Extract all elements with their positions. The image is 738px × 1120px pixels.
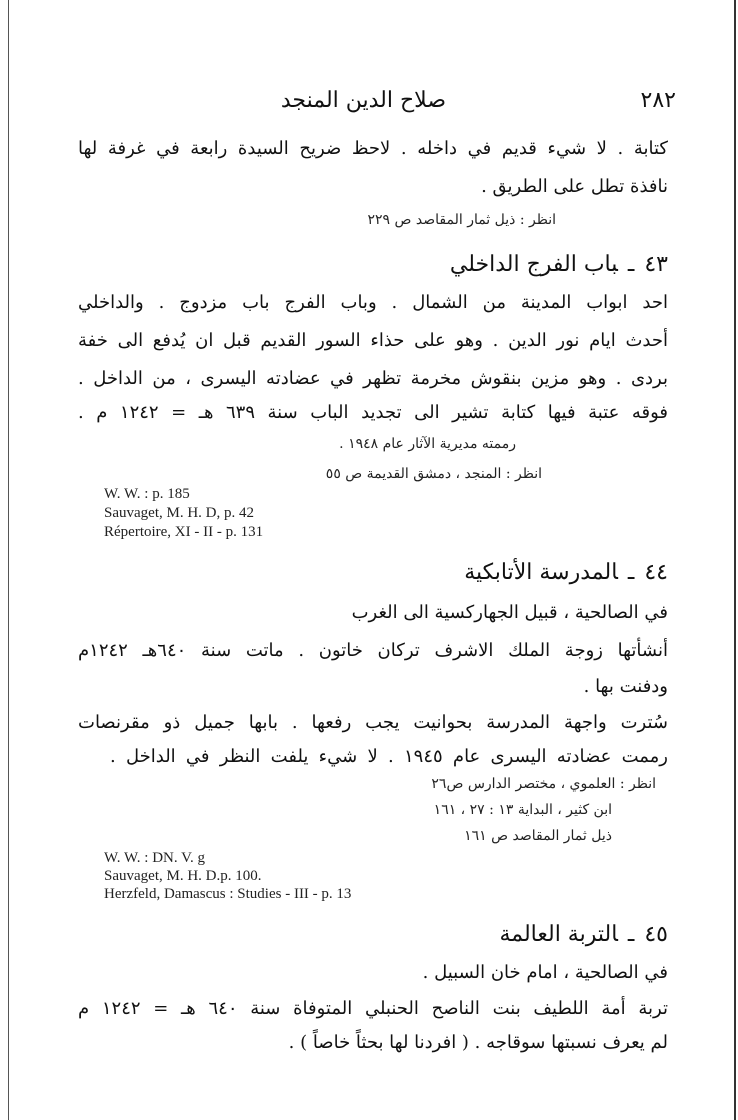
section-number: ٤٤	[644, 560, 668, 585]
intro-line-2: نافذة تطل على الطريق .	[481, 176, 668, 197]
page-number: ٢٨٢	[640, 88, 676, 113]
section-44-ref-3: Herzfeld, Damascus : Studies - III - p. 13	[104, 886, 352, 902]
page-edge-left	[8, 0, 9, 1120]
section-44-line-4: سُترت واجهة المدرسة بحوانيت يجب رفعها . بابها جميل ذو مقرنصات	[78, 712, 668, 733]
section-43-ref-3: Répertoire, XI - II - p. 131	[104, 524, 264, 540]
section-heading-44	[464, 560, 668, 585]
section-heading-43	[450, 252, 668, 277]
section-43-line-2: أحدث ايام نور الدين . وهو على حذاء السور القديم قبل ان يُدفع الى خفة	[78, 330, 668, 351]
section-44-note-2: ابن كثير ، البداية ١٣ : ٢٧ ، ١٦١	[433, 802, 612, 818]
section-dash: ـ	[627, 922, 635, 947]
section-title: التربة العالمة	[499, 922, 618, 947]
section-44-line-2: أنشأتها زوجة الملك الاشرف تركان خاتون . ماتت سنة ٦٤٠هـ ١٢٤٢م	[78, 640, 668, 661]
section-dash: ـ	[627, 560, 635, 585]
section-title: باب الفرج الداخلي	[449, 252, 618, 277]
intro-reference: انظر : ذيل ثمار المقاصد ص ٢٢٩	[367, 212, 556, 228]
section-44-ref-2: Sauvaget, M. H. D.p. 100.	[104, 868, 262, 884]
section-44-line-5: رممت عضادته اليسرى عام ١٩٤٥ . لا شيء يلفت النظر في الداخل .	[110, 746, 668, 767]
section-43-note-2: انظر : المنجد ، دمشق القديمة ص ٥٥	[325, 466, 542, 482]
section-43-ref-2: Sauvaget, M. H. D, p. 42	[104, 505, 254, 521]
section-dash: ـ	[627, 252, 635, 277]
intro-line-1: كتابة . لا شيء قديم في داخله . لاحظ ضريح السيدة رابعة في غرفة لها	[78, 138, 668, 159]
section-45-line-1: في الصالحية ، امام خان السبيل .	[422, 962, 668, 983]
page-edge-right	[734, 0, 736, 1120]
section-44-note-1: انظر : العلموي ، مختصر الدارس ص٢٦	[431, 776, 656, 792]
section-heading-45	[499, 922, 668, 947]
section-45-line-3: لم يعرف نسبتها سوقاجه . ( افردنا لها بحثاً خاصاً ) .	[288, 1032, 668, 1053]
section-43-line-4: فوقه عتبة فيها كتابة تشير الى تجديد الباب سنة ٦٣٩ هـ = ١٢٤٢ م .	[78, 402, 668, 423]
section-44-ref-1: W. W. : DN. V. g	[104, 850, 206, 866]
section-43-ref-1: W. W. : p. 185	[104, 486, 190, 502]
section-number: ٤٣	[644, 252, 668, 277]
section-44-line-3: ودفنت بها .	[583, 676, 668, 697]
section-43-line-3: بردى . وهو مزين بنقوش مخرمة تظهر في عضادته اليسرى ، من الداخل .	[78, 368, 668, 389]
section-title: المدرسة الأتابكية	[464, 560, 618, 585]
page-header	[0, 88, 738, 124]
running-title: صلاح الدين المنجد	[280, 88, 446, 113]
section-43-note-1: رممته مديرية الآثار عام ١٩٤٨ .	[339, 436, 516, 452]
section-44-line-1: في الصالحية ، قبيل الجهاركسية الى الغرب	[351, 602, 668, 623]
section-43-line-1: احد ابواب المدينة من الشمال . وباب الفرج باب مزدوج . والداخلي	[78, 292, 668, 313]
section-45-line-2: تربة أمة اللطيف بنت الناصح الحنبلي المتوفاة سنة ٦٤٠ هـ = ١٢٤٢ م	[78, 998, 668, 1019]
section-44-note-3: ذيل ثمار المقاصد ص ١٦١	[464, 828, 612, 844]
section-number: ٤٥	[644, 922, 668, 947]
